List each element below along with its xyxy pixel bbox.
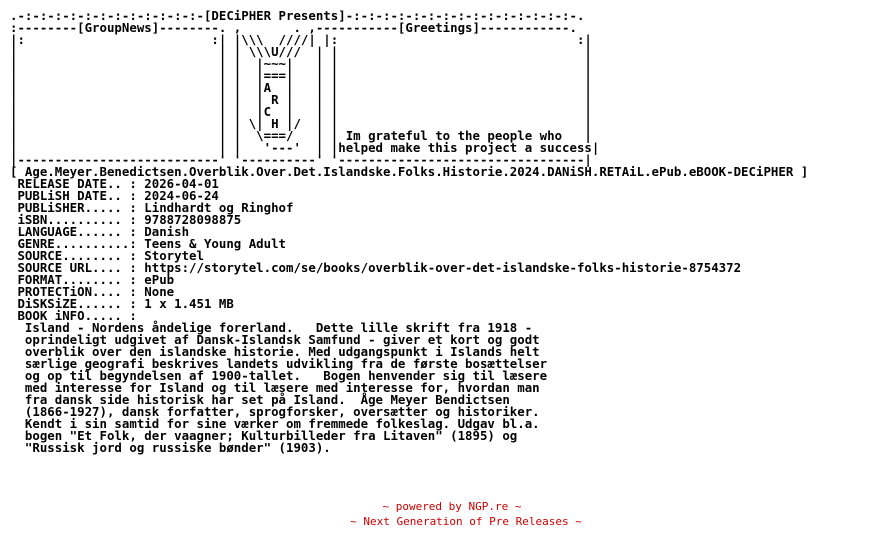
powered-by-footer: ~ powered by NGP.re ~ [382,500,522,513]
release-date-field: RELEASE DATE.. : 2026-04-01 [10,176,219,191]
book-info-text: oprindeligt udgivet af Dansk-Islandsk Samfund - giver et kort og godt [10,332,540,347]
nfo-art-line: | | | \| H |/ | | | [10,116,592,131]
language-field: LANGUAGE...... : Danish [10,224,190,239]
book-info-text: "Russisk jord og russiske bønder" (1903). [10,440,331,455]
book-info-text: særlige geografi beskrives landets udvikling fra de første bosættelser [10,356,548,371]
nfo-greetings-line: | | | '---' | |helped make this project a success| [10,140,600,155]
format-field: FORMAT........ : ePub [10,272,175,287]
publish-date-field: PUBLiSH DATE.. : 2024-06-24 [10,188,219,203]
book-info-text: Island - Nordens åndelige forerland. Dette lille skrift fra 1918 - [10,320,533,335]
book-info-text: og op til begyndelsen af 1900-tallet. Bogen henvender sig til læsere [10,368,548,383]
nfo-art-line: |: :| |\\\ ////| |: :| [10,32,592,47]
nfo-art-line: | | | | R | | | | [10,92,592,107]
source-url-field: SOURCE URL.... : https://storytel.com/se/books/overblik-over-det-islandske-folks-historie-8754372 [10,260,742,275]
source-field: SOURCE........ : Storytel [10,248,204,263]
nfo-art-line: | | | |A | | | | [10,80,592,95]
book-info-label: BOOK iNFO..... : [10,308,137,323]
nfo-box-titles: :--------[GroupNews]--------. , . ,-----------[Greetings]------------. [10,20,577,35]
nfo-greetings-line: | | | \===/ | | Im grateful to the people who | [10,128,592,143]
genre-field: GENRE..........: Teens & Young Adult [10,236,287,251]
nfo-art-line: | | | |===| | | | [10,68,592,83]
book-info-text: (1866-1927), dansk forfatter, sprogforsker, oversætter og historiker. [10,404,540,419]
tagline-footer: ~ Next Generation of Pre Releases ~ [350,515,582,528]
isbn-field: iSBN.......... : 9788728098875 [10,212,242,227]
nfo-art-line: | | | |C | | | | [10,104,592,119]
disksize-field: DiSKSiZE...... : 1 x 1.451 MB [10,296,234,311]
nfo-box-bottom: |---------------------------' '----------' '---------------------------------| [10,152,592,167]
book-info-text: bogen "Et Folk, der vaagner; Kulturbilleder fra Litaven" (1895) og [10,428,518,443]
book-info-text: med interesse for Island og til læsere med interesse for, hvordan man [10,380,540,395]
book-info-text: fra dansk side historisk har set på Island. Åge Meyer Bendictsen [10,392,510,407]
nfo-header-banner: .-:-:-:-:-:-:-:-:-:-:-:-:-[DECiPHER Presents]-:-:-:-:-:-:-:-:-:-:-:-:-:-:-:-. [10,8,585,23]
release-name: [ Age.Meyer.Benedictsen.Overblik.Over.Det.Islandske.Folks.Historie.2024.DANiSH.RETAiL.ePub.eBOOK-DECiPHER ] [10,164,809,179]
nfo-text-block [10,10,808,454]
book-info-text: Kendt i sin samtid for sine værker om fremmede folkeslag. Udgav bl.a. [10,416,540,431]
publisher-field: PUBLiSHER..... : Lindhardt og Ringhof [10,200,294,215]
protection-field: PROTECTiON.... : None [10,284,175,299]
nfo-art-line: | | | |~~~| | | | [10,56,592,71]
book-info-text: overblik over den islandske historie. Med udgangspunkt i Islands helt [10,344,540,359]
nfo-art-line: | | | \\\U/// | | | [10,44,592,59]
